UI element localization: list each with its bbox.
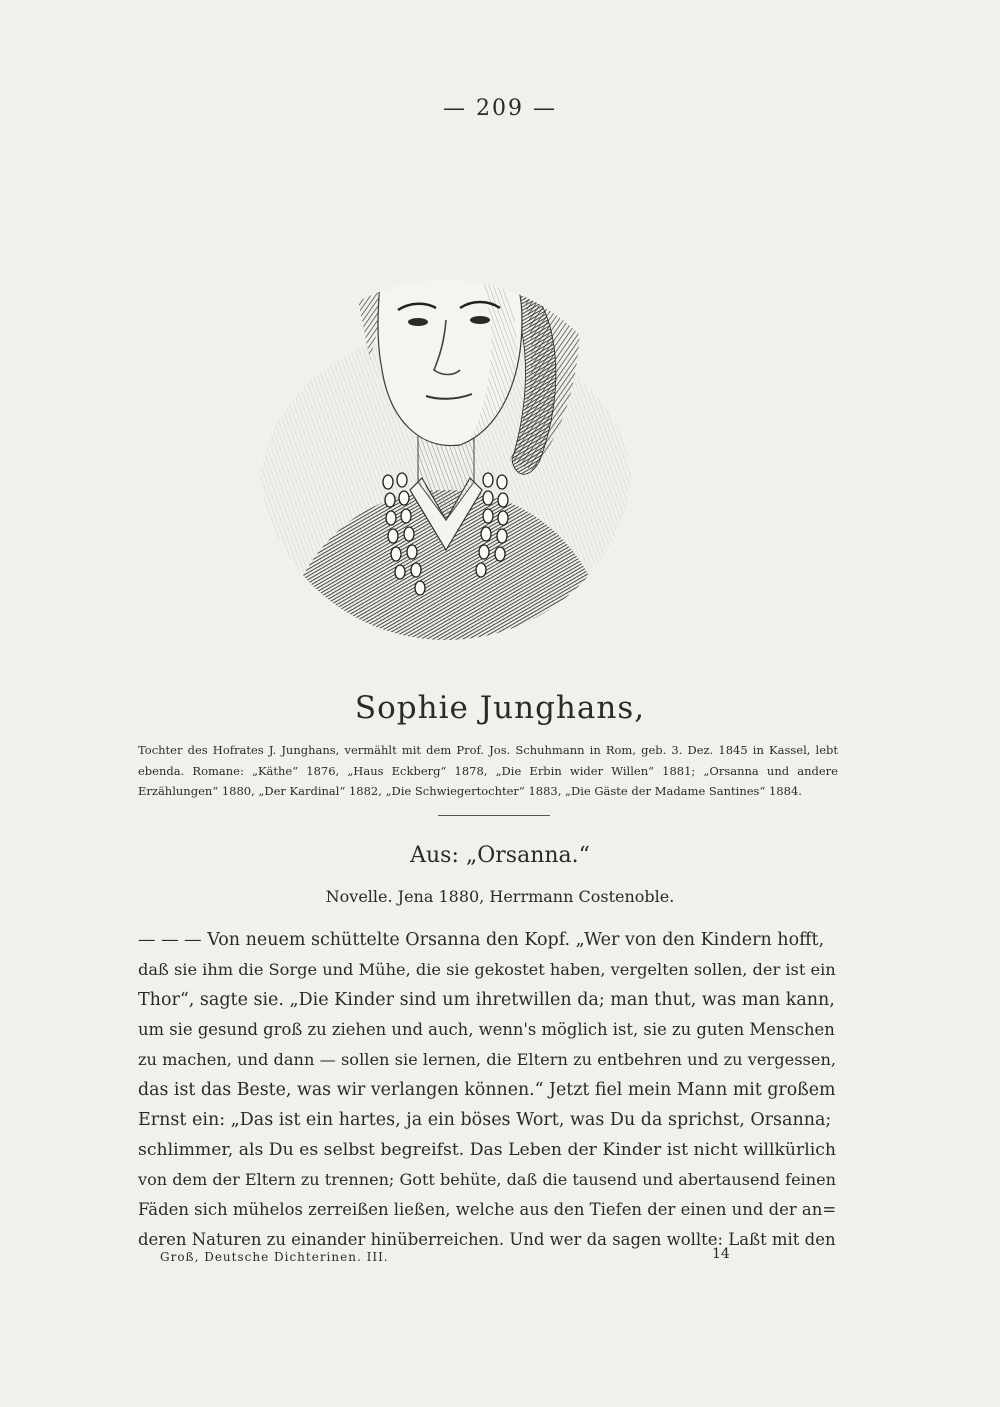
author-portrait-engraving	[260, 160, 632, 640]
excerpt-body	[138, 925, 836, 1255]
excerpt-line: zu machen, und dann — sollen sie lernen, die Eltern zu entbehren und zu vergessen,	[138, 1050, 837, 1069]
excerpt-line: Thor“, sagte sie. „Die Kinder sind um ihretwillen da; man thut, was man kann,	[138, 990, 835, 1010]
excerpt-line: Fäden sich mühelos zerreißen ließen, welche aus den Tiefen der einen und der an=	[138, 1200, 837, 1219]
author-biography: Tochter des Hofrates J. Junghans, vermählt mit dem Prof. Jos. Schuhmann in Rom, geb. 3. Dez. 1845 in Kassel, lebt ebenda. Romane: „Käthe“ 1876, „Haus Eckberg“ 1878, „Die Erbin wider Willen“ 1881; „Orsanna und andere Erzählungen“ 1880, „Der Kardinal“ 1882, „Die Schwiegertochter“ 1883, „Die Gäste der Madame Santines“ 1884.	[138, 743, 838, 798]
excerpt-line: deren Naturen zu einander hinüberreichen. Und wer da sagen wollte: Laßt mit den	[138, 1230, 836, 1249]
excerpt-line: das ist das Beste, was wir verlangen können.“ Jetzt fiel mein Mann mit großem	[138, 1080, 836, 1100]
author-name: Sophie Junghans,	[354, 690, 646, 726]
excerpt-line: Ernst ein: „Das ist ein hartes, ja ein böses Wort, was Du da sprichst, Orsanna;	[138, 1110, 832, 1130]
excerpt-line: — — — Von neuem schüttelte Orsanna den Kopf. „Wer von den Kindern hofft,	[138, 930, 825, 950]
footer-sheet-number: 14	[712, 1246, 730, 1262]
excerpt-line: um sie gesund groß zu ziehen und auch, wenn's möglich ist, sie zu guten Menschen	[138, 1020, 835, 1039]
excerpt-line: schlimmer, als Du es selbst begreifst. Das Leben der Kinder ist nicht willkürlich	[138, 1140, 836, 1160]
excerpt-line: von dem der Eltern zu trennen; Gott behüte, daß die tausend und abertausend feinen	[138, 1170, 836, 1189]
excerpt-line: daß sie ihm die Sorge und Mühe, die sie gekostet haben, vergelten sollen, der ist ein	[138, 960, 836, 979]
footer-signature: Groß, Deutsche Dichterinen. III.	[160, 1250, 389, 1264]
excerpt-source: Novelle. Jena 1880, Herrmann Costenoble.	[325, 887, 675, 906]
section-divider	[438, 815, 550, 816]
page-number: — 209 —	[443, 96, 557, 121]
excerpt-title: Aus: „Orsanna.“	[410, 843, 590, 868]
